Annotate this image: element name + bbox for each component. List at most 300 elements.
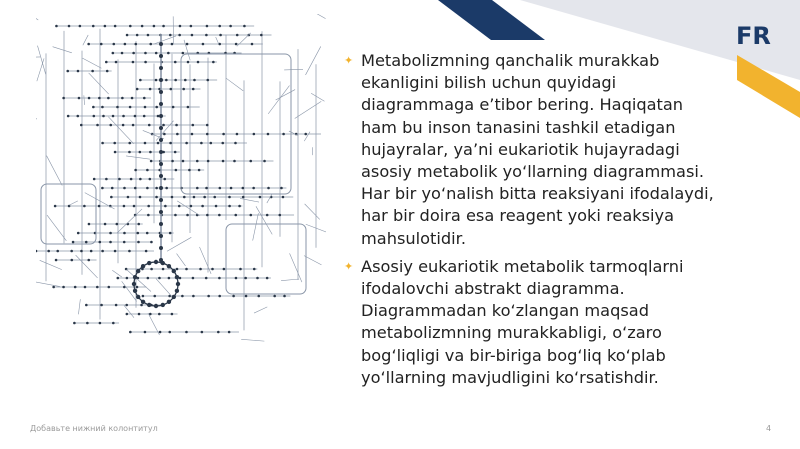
bullet-list <box>343 50 723 395</box>
metabolite-node <box>253 133 256 136</box>
metabolite-node <box>207 160 210 163</box>
pathway-line <box>295 101 322 118</box>
metabolite-node <box>218 295 221 298</box>
metabolite-node <box>77 232 80 235</box>
metabolite-node <box>201 205 204 208</box>
metabolite-node <box>159 42 163 46</box>
metabolite-node <box>202 43 205 46</box>
metabolite-node <box>259 196 262 199</box>
metabolite-node <box>122 124 125 127</box>
pathway-line <box>47 215 66 241</box>
metabolite-node <box>278 214 281 217</box>
metabolite-node <box>153 25 156 28</box>
pathway-line <box>76 255 98 278</box>
pathway-line <box>253 213 259 240</box>
pathway-line <box>69 201 78 205</box>
metabolite-node <box>215 205 218 208</box>
metabolite-node <box>159 210 163 214</box>
metabolite-node <box>110 196 113 199</box>
metabolite-node <box>205 277 208 280</box>
metabolite-node <box>143 115 146 118</box>
metabolite-node <box>90 250 93 253</box>
metabolite-node <box>165 79 168 82</box>
metabolite-node <box>129 25 132 28</box>
metabolite-node <box>129 106 132 109</box>
metabolite-node <box>196 187 199 190</box>
metabolite-node <box>159 198 163 202</box>
pathway-line <box>216 37 219 44</box>
metabolite-node <box>74 286 77 289</box>
metabolite-node <box>98 97 101 100</box>
pathway-line <box>156 279 172 297</box>
metabolite-node <box>174 151 177 154</box>
pathway-line <box>240 198 259 202</box>
metabolite-node <box>210 142 213 145</box>
metabolite-node <box>159 331 162 334</box>
metabolite-node <box>283 295 286 298</box>
metabolite-node <box>155 196 158 199</box>
metabolite-node <box>218 214 221 217</box>
metabolite-node <box>104 25 107 28</box>
metabolite-node <box>139 178 142 181</box>
metabolite-node <box>85 241 88 244</box>
metabolite-node <box>92 25 95 28</box>
metabolite-node <box>192 277 195 280</box>
metabolite-node <box>169 142 172 145</box>
bullet-item-2 <box>343 256 723 389</box>
metabolite-node <box>155 52 158 55</box>
metabolite-node <box>105 61 108 64</box>
metabolite-node <box>193 196 196 199</box>
metabolite-node <box>128 151 131 154</box>
pathway-line <box>89 73 109 94</box>
metabolite-node <box>137 223 140 226</box>
metabolite-node <box>93 115 96 118</box>
metabolite-node <box>159 78 163 82</box>
metabolite-node <box>115 304 118 307</box>
metabolite-node <box>96 124 99 127</box>
metabolite-node <box>192 124 195 127</box>
metabolite-node <box>168 277 171 280</box>
metabolite-node <box>162 268 165 271</box>
metabolite-node <box>140 304 143 307</box>
metabolite-node <box>92 106 95 109</box>
metabolite-node <box>101 106 104 109</box>
metabolite-node <box>136 286 139 289</box>
metabolite-node <box>149 43 152 46</box>
metabolite-node <box>118 178 121 181</box>
metabolite-node <box>188 169 191 172</box>
metabolite-node <box>184 79 187 82</box>
metabolite-node <box>112 322 115 325</box>
metabolite-node <box>282 196 285 199</box>
pathway-line <box>226 78 243 91</box>
metabolite-node <box>116 106 119 109</box>
metabolite-node <box>130 178 133 181</box>
metabolite-node <box>249 214 252 217</box>
metabolite-node <box>174 61 177 64</box>
metabolite-node <box>198 169 201 172</box>
metabolite-node <box>245 295 248 298</box>
metabolite-node <box>132 124 135 127</box>
metabolite-node <box>163 133 166 136</box>
metabolite-node <box>147 277 150 280</box>
metabolite-node <box>175 169 178 172</box>
metabolite-node <box>190 25 193 28</box>
metabolite-node <box>159 222 163 226</box>
metabolite-node <box>185 331 188 334</box>
metabolite-node <box>62 286 65 289</box>
bullet-item-1 <box>343 50 723 250</box>
metabolite-node <box>169 232 172 235</box>
metabolite-node <box>153 295 156 298</box>
metabolite-node <box>55 259 58 262</box>
metabolite-node <box>193 79 196 82</box>
metabolite-node <box>263 160 266 163</box>
metabolite-node <box>93 178 96 181</box>
metabolite-node <box>100 304 103 307</box>
metabolite-node <box>253 268 256 271</box>
metabolite-node <box>127 196 130 199</box>
metabolite-node <box>200 142 203 145</box>
metabolite-node <box>169 34 172 37</box>
pathway-line <box>177 254 186 266</box>
metabolite-node <box>280 187 283 190</box>
metabolite-node <box>126 34 129 37</box>
metabolite-node <box>222 160 225 163</box>
metabolite-node <box>76 115 79 118</box>
metabolite-node <box>175 124 178 127</box>
metabolic-network-diagram <box>36 14 326 344</box>
metabolite-node <box>114 250 117 253</box>
metabolite-node <box>80 124 83 127</box>
pathway-line <box>305 204 320 220</box>
bullet-text-2: Asosiy eukariotik metabolik tarmoqlarni ifodalovchi abstrakt diagramma. Diagrammadan ko‘zlangan maqsad metabolizmning murakkabligi, o‘zaro bog‘liqligi va bir-biriga bog‘liq ko‘plab yo‘llarning mavjudligini ko‘rsatishdir. <box>361 256 684 387</box>
metabolite-node <box>244 277 247 280</box>
pathway-line <box>37 58 44 81</box>
pathway-line <box>290 253 302 282</box>
metabolite-node <box>101 142 104 145</box>
metabolite-node <box>142 295 145 298</box>
metabolite-node <box>148 124 151 127</box>
pathway-line <box>267 194 272 203</box>
metabolite-node <box>217 331 220 334</box>
metabolite-node <box>197 61 200 64</box>
metabolite-node <box>128 142 131 145</box>
metabolite-node <box>52 286 55 289</box>
metabolite-node <box>158 277 161 280</box>
metabolite-node <box>206 25 209 28</box>
metabolite-node <box>137 241 140 244</box>
metabolite-node <box>136 88 139 91</box>
metabolite-node <box>141 25 144 28</box>
pathway-line <box>177 201 200 216</box>
metabolite-node <box>77 70 80 73</box>
metabolite-node <box>125 304 128 307</box>
metabolite-node <box>83 205 86 208</box>
metabolite-node <box>124 43 127 46</box>
metabolite-node <box>178 205 181 208</box>
metabolite-node <box>174 214 177 217</box>
metabolite-node <box>176 133 179 136</box>
metabolite-node <box>84 286 87 289</box>
metabolite-node <box>190 205 193 208</box>
metabolite-node <box>181 295 184 298</box>
metabolite-node <box>169 88 172 91</box>
metabolite-node <box>112 52 115 55</box>
metabolite-node <box>109 124 112 127</box>
pathway-compartment <box>41 184 96 244</box>
metabolite-node <box>104 223 107 226</box>
pathway-line <box>47 156 63 186</box>
metabolite-node <box>165 187 168 190</box>
metabolite-node <box>157 115 160 118</box>
metabolite-node <box>260 34 263 37</box>
metabolite-node <box>252 187 255 190</box>
metabolite-node <box>132 52 135 55</box>
metabolite-node <box>146 187 149 190</box>
metabolite-node <box>146 232 149 235</box>
metabolite-node <box>242 187 245 190</box>
metabolite-node <box>159 162 163 166</box>
metabolite-node <box>62 97 65 100</box>
metabolite-node <box>36 250 37 253</box>
pathway-line <box>297 14 326 19</box>
metabolite-node <box>133 205 136 208</box>
metabolite-node <box>159 234 163 238</box>
metabolite-node <box>132 61 135 64</box>
metabolite-node <box>123 241 126 244</box>
metabolite-node <box>147 34 150 37</box>
pathway-line <box>284 69 303 70</box>
metabolite-node <box>146 169 149 172</box>
metabolite-node <box>249 160 252 163</box>
pathway-line <box>37 46 45 75</box>
metabolite-node <box>207 295 210 298</box>
metabolite-node <box>159 114 163 118</box>
metabolite-node <box>256 277 259 280</box>
metabolite-node <box>187 106 190 109</box>
metabolite-node <box>72 241 75 244</box>
metabolite-node <box>186 214 189 217</box>
metabolite-node <box>201 331 204 334</box>
metabolite-node <box>213 196 216 199</box>
metabolite-node <box>162 124 165 127</box>
metabolite-node <box>70 250 73 253</box>
navy-stripe <box>438 0 545 40</box>
metabolite-node <box>126 277 129 280</box>
metabolite-node <box>91 70 94 73</box>
pathway-line <box>124 305 134 317</box>
metabolite-node <box>182 52 185 55</box>
metabolite-node <box>150 241 153 244</box>
metabolite-node <box>116 277 119 280</box>
metabolite-node <box>234 214 237 217</box>
pathway-line <box>254 307 267 313</box>
metabolite-node <box>221 142 224 145</box>
metabolite-node <box>206 214 209 217</box>
metabolite-node <box>145 250 148 253</box>
metabolite-node <box>106 70 109 73</box>
metabolite-node <box>183 196 186 199</box>
pathway-line <box>256 206 272 234</box>
metabolite-node <box>171 160 174 163</box>
pathway-line <box>108 117 133 144</box>
metabolite-node <box>185 142 188 145</box>
metabolite-node <box>107 97 110 100</box>
metabolite-node <box>230 187 233 190</box>
metabolite-node <box>159 126 163 130</box>
metabolite-node <box>242 196 245 199</box>
metabolite-node <box>147 205 150 208</box>
metabolite-node <box>171 196 174 199</box>
metabolite-node <box>192 88 195 91</box>
metabolite-node <box>228 196 231 199</box>
metabolite-node <box>85 304 88 307</box>
metabolite-node <box>149 88 152 91</box>
metabolite-node <box>186 43 189 46</box>
metabolite-node <box>131 97 134 100</box>
metabolite-node <box>243 25 246 28</box>
metabolite-node <box>182 160 185 163</box>
metabolite-node <box>206 79 209 82</box>
metabolite-node <box>144 106 147 109</box>
metabolite-node <box>134 43 137 46</box>
pathway-line <box>53 47 72 53</box>
metabolite-node <box>205 34 208 37</box>
pathway-line <box>78 299 80 314</box>
metabolite-node <box>56 250 59 253</box>
metabolite-node <box>191 133 194 136</box>
metabolite-node <box>219 187 222 190</box>
metabolite-node <box>96 286 99 289</box>
metabolite-node <box>105 178 108 181</box>
footer-text: Добавьте нижний колонтитул <box>30 424 158 433</box>
metabolite-node <box>123 232 126 235</box>
metabolite-node <box>159 138 163 142</box>
metabolite-node <box>126 313 129 316</box>
metabolite-node <box>159 66 163 70</box>
metabolite-node <box>47 250 50 253</box>
metabolite-node <box>236 34 239 37</box>
metabolite-node <box>191 34 194 37</box>
metabolite-node <box>144 52 147 55</box>
metabolite-node <box>109 232 112 235</box>
metabolite-node <box>167 52 170 55</box>
metabolite-node <box>66 70 69 73</box>
metabolite-node <box>78 97 81 100</box>
pathway-line <box>112 270 122 277</box>
metabolite-node <box>174 79 177 82</box>
metabolite-node <box>114 151 117 154</box>
metabolite-node <box>228 205 231 208</box>
metabolite-node <box>143 97 146 100</box>
metabolite-node <box>129 331 132 334</box>
metabolite-node <box>159 150 163 154</box>
metabolite-node <box>144 142 147 145</box>
metabolite-node <box>222 133 225 136</box>
metabolite-node <box>267 133 270 136</box>
metabolite-node <box>239 268 242 271</box>
metabolite-node <box>144 61 147 64</box>
metabolite-node <box>55 25 58 28</box>
metabolite-node <box>185 268 188 271</box>
metabolite-node <box>172 106 175 109</box>
pathway-line <box>167 237 191 251</box>
pathway-line <box>36 118 37 138</box>
metabolite-node <box>205 187 208 190</box>
metabolite-node <box>171 43 174 46</box>
metabolite-node <box>164 205 167 208</box>
metabolite-node <box>101 187 104 190</box>
metabolite-node <box>136 34 139 37</box>
metabolite-node <box>158 313 161 316</box>
metabolite-node <box>251 43 254 46</box>
metabolite-node <box>134 187 137 190</box>
pathway-line <box>84 95 85 105</box>
metabolite-node <box>99 322 102 325</box>
metabolite-node <box>111 187 114 190</box>
metabolite-node <box>223 268 226 271</box>
metabolite-node <box>114 25 117 28</box>
metabolite-node <box>234 142 237 145</box>
metabolite-node <box>159 246 163 250</box>
metabolite-node <box>218 25 221 28</box>
metabolite-node <box>155 187 158 190</box>
pathway-line <box>156 121 173 141</box>
pathway-line <box>40 260 62 269</box>
metabolite-node <box>70 259 73 262</box>
metabolite-node <box>233 160 236 163</box>
pathway-line <box>268 86 289 114</box>
metabolite-node <box>73 322 76 325</box>
metabolite-node <box>123 187 126 190</box>
metabolite-node <box>139 79 142 82</box>
metabolite-node <box>229 25 232 28</box>
krebs-cycle-ring <box>134 262 178 306</box>
metabolite-node <box>159 186 163 190</box>
metabolite-node <box>150 268 153 271</box>
metabolite-node <box>206 133 209 136</box>
metabolite-node <box>149 178 152 181</box>
metabolite-node <box>162 25 165 28</box>
pathway-line <box>311 93 324 101</box>
bullet-star-icon: ✦ <box>344 54 354 67</box>
metabolite-node <box>257 295 260 298</box>
metabolite-node <box>235 43 238 46</box>
metabolite-node <box>68 25 71 28</box>
metabolite-node <box>134 115 137 118</box>
page-number: 4 <box>766 424 772 433</box>
metabolite-node <box>171 313 174 316</box>
metabolite-node <box>187 61 190 64</box>
metabolite-node <box>178 34 181 37</box>
metabolite-node <box>218 277 221 280</box>
metabolite-node <box>267 187 270 190</box>
pathway-line <box>126 156 150 159</box>
metabolite-node <box>206 124 209 127</box>
metabolite-node <box>211 268 214 271</box>
metabolite-node <box>67 115 70 118</box>
bullet-star-icon: ✦ <box>344 259 354 273</box>
metabolite-node <box>155 79 158 82</box>
metabolite-node <box>123 205 126 208</box>
metabolite-node <box>112 43 115 46</box>
pathway-line <box>241 339 264 341</box>
metabolite-node <box>159 174 163 178</box>
metabolite-node <box>115 61 118 64</box>
metabolite-node <box>150 160 153 163</box>
